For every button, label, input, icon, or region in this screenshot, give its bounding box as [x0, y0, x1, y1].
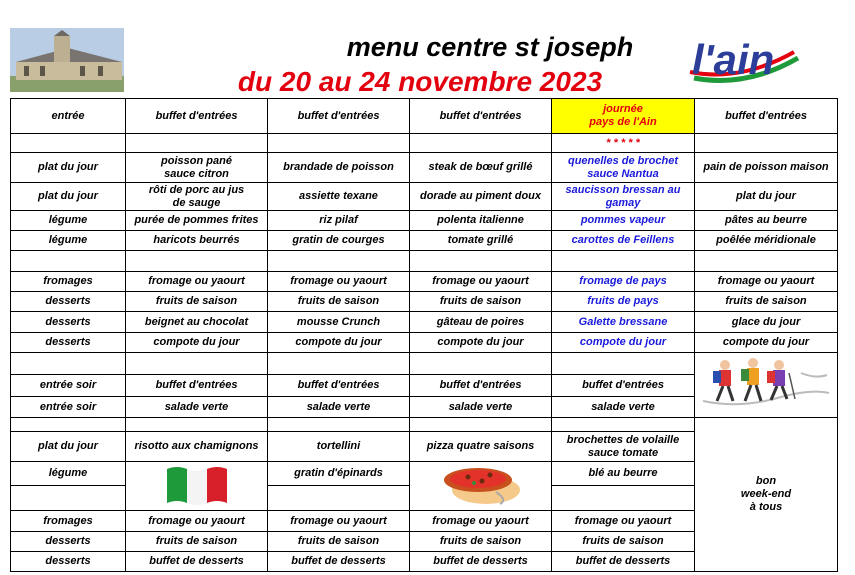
table-row — [11, 312, 838, 333]
menu-cell: fruits de saison — [552, 532, 695, 552]
table-row — [11, 272, 838, 292]
menu-cell — [410, 251, 552, 272]
ain-logo-text: l'ain — [692, 36, 775, 83]
menu-cell: salade verte — [410, 397, 552, 418]
menu-cell — [410, 353, 552, 375]
menu-title: menu centre st joseph — [346, 32, 634, 62]
row-label — [11, 134, 126, 153]
menu-cell: steak de bœuf grillé — [410, 153, 552, 183]
menu-cell: fruits de saison — [126, 532, 268, 552]
menu-cell — [695, 251, 838, 272]
menu-cell: salade verte — [126, 397, 268, 418]
table-row — [11, 333, 838, 353]
menu-cell: brandade de poisson — [268, 153, 410, 183]
row-label — [11, 418, 126, 432]
menu-cell: compote du jour — [695, 333, 838, 353]
menu-cell: carottes de Feillens — [552, 231, 695, 251]
menu-cell: poisson pané sauce citron — [126, 153, 268, 183]
row-label: plat du jour — [11, 153, 126, 183]
weekend-message — [695, 418, 838, 572]
menu-cell: pizza quatre saisons — [410, 432, 552, 462]
row-label: entrée — [11, 99, 126, 134]
table-row — [11, 153, 838, 183]
menu-cell: glace du jour — [695, 312, 838, 333]
menu-cell: buffet d'entrées — [126, 375, 268, 397]
menu-cell: quenelles de brochet sauce Nantua — [552, 153, 695, 183]
row-label: plat du jour — [11, 432, 126, 462]
menu-cell: tortellini — [268, 432, 410, 462]
menu-cell: tomate grillé — [410, 231, 552, 251]
italy-flag — [165, 463, 229, 505]
menu-cell: fromage ou yaourt — [126, 511, 268, 532]
menu-cell: gâteau de poires — [410, 312, 552, 333]
menu-cell: buffet d'entrées — [410, 99, 552, 134]
menu-cell: buffet de desserts — [268, 552, 410, 572]
menu-cell: fromage ou yaourt — [268, 272, 410, 292]
table-row — [11, 353, 838, 375]
menu-cell: fromage ou yaourt — [410, 272, 552, 292]
hikers-illustration — [701, 353, 831, 413]
menu-cell: purée de pommes frites — [126, 211, 268, 231]
menu-date-range: du 20 au 24 novembre 2023 — [237, 66, 603, 97]
menu-cell — [126, 134, 268, 153]
menu-cell: buffet d'entrées — [410, 375, 552, 397]
menu-cell: rôti de porc au jus de sauge — [126, 183, 268, 211]
pizza-cell — [410, 462, 552, 511]
menu-cell — [410, 418, 552, 432]
menu-cell: beignet au chocolat — [126, 312, 268, 333]
row-label: légume — [11, 231, 126, 251]
row-label: desserts — [11, 333, 126, 353]
row-label: légume — [11, 462, 126, 486]
menu-cell: fromage ou yaourt — [552, 511, 695, 532]
menu-cell: fromage ou yaourt — [695, 272, 838, 292]
menu-cell: Galette bressane — [552, 312, 695, 333]
weekend-line-1: bon — [755, 475, 777, 487]
menu-cell: buffet d'entrées — [695, 99, 838, 134]
row-label — [11, 353, 126, 375]
menu-cell: mousse Crunch — [268, 312, 410, 333]
row-label: entrée soir — [11, 375, 126, 397]
menu-cell: dorade au piment doux — [410, 183, 552, 211]
menu-cell: fruits de saison — [410, 532, 552, 552]
menu-cell: compote du jour — [410, 333, 552, 353]
menu-cell: buffet de desserts — [126, 552, 268, 572]
menu-table — [10, 98, 838, 572]
menu-cell — [126, 251, 268, 272]
menu-cell: buffet d'entrées — [268, 375, 410, 397]
table-row — [11, 134, 838, 153]
menu-cell: saucisson bressan au gamay — [552, 183, 695, 211]
menu-cell — [552, 353, 695, 375]
table-row — [11, 99, 838, 134]
row-label: desserts — [11, 292, 126, 312]
menu-cell: fruits de saison — [268, 532, 410, 552]
row-label — [11, 251, 126, 272]
row-label: desserts — [11, 312, 126, 333]
menu-cell: buffet de desserts — [552, 552, 695, 572]
menu-cell — [268, 485, 410, 510]
menu-cell: pommes vapeur — [552, 211, 695, 231]
row-label: entrée soir — [11, 397, 126, 418]
menu-cell: buffet d'entrées — [552, 375, 695, 397]
row-label: fromages — [11, 511, 126, 532]
menu-cell: risotto aux chamignons — [126, 432, 268, 462]
menu-cell: salade verte — [268, 397, 410, 418]
menu-cell: fruits de saison — [268, 292, 410, 312]
row-label: desserts — [11, 532, 126, 552]
menu-cell: fromage ou yaourt — [126, 272, 268, 292]
menu-cell: compote du jour — [126, 333, 268, 353]
menu-cell: gratin de courges — [268, 231, 410, 251]
pizza-icon — [438, 462, 524, 506]
menu-cell: brochettes de volaille sauce tomate — [552, 432, 695, 462]
row-label: fromages — [11, 272, 126, 292]
menu-cell — [552, 485, 695, 510]
ain-logo — [686, 28, 806, 90]
weekend-line-2: week-end — [740, 488, 792, 500]
menu-cell: buffet d'entrées — [268, 99, 410, 134]
menu-cell: fromage ou yaourt — [268, 511, 410, 532]
menu-cell: buffet de desserts — [410, 552, 552, 572]
menu-cell: pain de poisson maison — [695, 153, 838, 183]
menu-cell: fromage de pays — [552, 272, 695, 292]
italy-flag-cell — [126, 462, 268, 511]
menu-cell: fruits de saison — [126, 292, 268, 312]
menu-cell — [552, 418, 695, 432]
menu-cell: gratin d'épinards — [268, 462, 410, 486]
menu-cell — [268, 251, 410, 272]
church-photo — [10, 28, 124, 92]
menu-cell: fruits de pays — [552, 292, 695, 312]
menu-cell: fruits de saison — [410, 292, 552, 312]
menu-cell: salade verte — [552, 397, 695, 418]
table-row — [11, 251, 838, 272]
menu-cell: fromage ou yaourt — [410, 511, 552, 532]
stars-cell: * * * * * — [552, 134, 695, 153]
menu-cell: pâtes au beurre — [695, 211, 838, 231]
menu-cell — [126, 418, 268, 432]
table-row — [11, 231, 838, 251]
table-row — [11, 418, 838, 432]
menu-cell: buffet d'entrées — [126, 99, 268, 134]
menu-cell — [268, 418, 410, 432]
menu-cell — [695, 134, 838, 153]
row-label: desserts — [11, 552, 126, 572]
table-row — [11, 183, 838, 211]
menu-cell — [268, 353, 410, 375]
menu-cell: assiette texane — [268, 183, 410, 211]
menu-cell: compote du jour — [268, 333, 410, 353]
menu-cell: poêlée méridionale — [695, 231, 838, 251]
menu-cell — [552, 251, 695, 272]
menu-cell — [126, 353, 268, 375]
menu-cell-highlight: journée pays de l'Ain — [552, 99, 695, 134]
menu-cell: riz pilaf — [268, 211, 410, 231]
menu-cell: fruits de saison — [695, 292, 838, 312]
menu-cell: polenta italienne — [410, 211, 552, 231]
row-label: plat du jour — [11, 183, 126, 211]
table-row — [11, 292, 838, 312]
menu-cell: compote du jour — [552, 333, 695, 353]
hikers-cell — [695, 353, 838, 418]
menu-cell: haricots beurrés — [126, 231, 268, 251]
menu-cell: blé au beurre — [552, 462, 695, 486]
table-row — [11, 211, 838, 231]
menu-cell — [268, 134, 410, 153]
menu-cell: plat du jour — [695, 183, 838, 211]
row-label — [11, 485, 126, 510]
weekend-line-3: à tous — [749, 501, 783, 513]
menu-cell — [410, 134, 552, 153]
row-label: légume — [11, 211, 126, 231]
